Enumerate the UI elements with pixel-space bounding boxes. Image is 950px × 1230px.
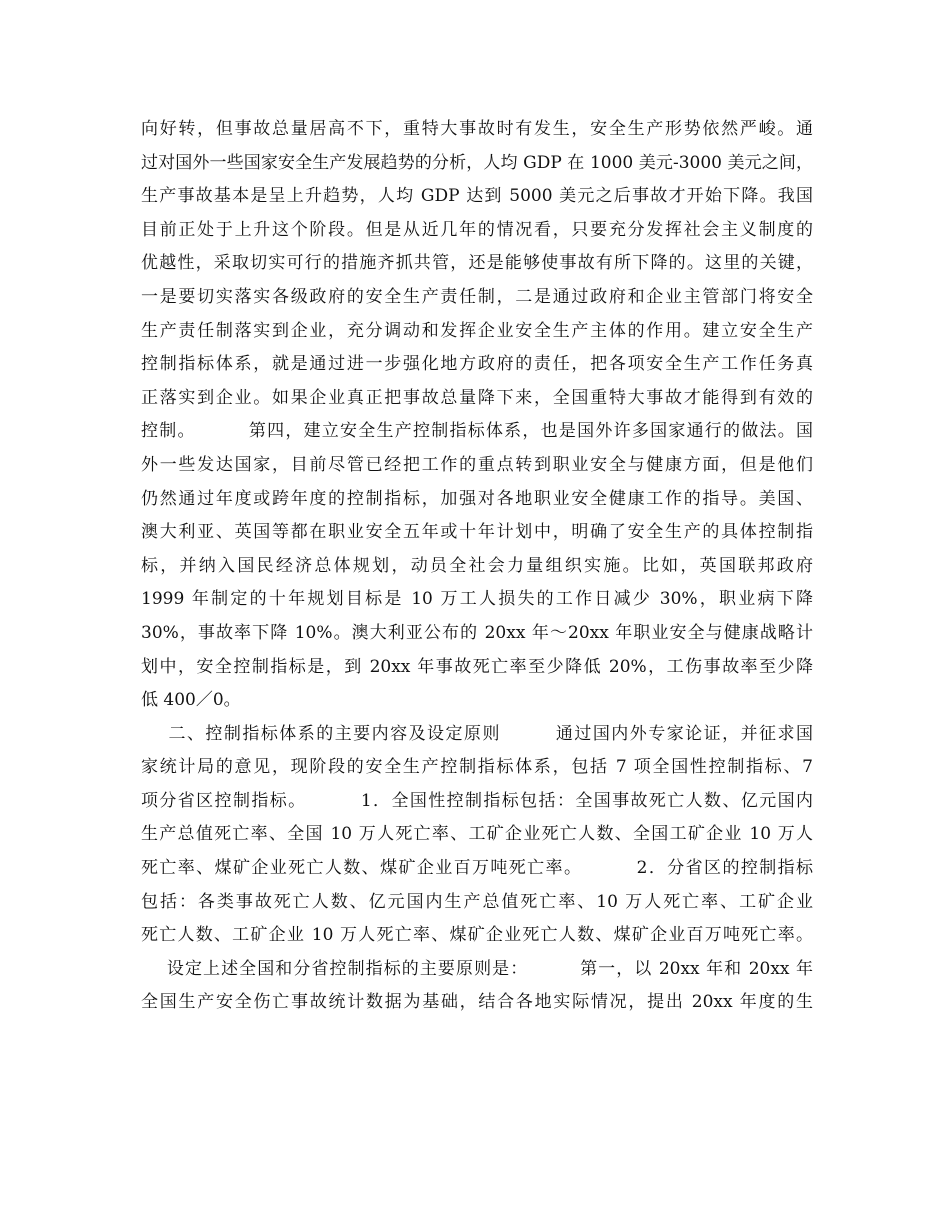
text-line: 优越性，采取切实可行的措施齐抓共管，还是能够使事故有所下降的。这里的关键， — [141, 253, 813, 274]
text-line: 全国生产安全伤亡事故统计数据为基础，结合各地实际情况，提出 20xx 年度的生 — [141, 992, 813, 1013]
text-line: 向好转，但事故总量居高不下，重特大事故时有发生，安全生产形势依然严峻。通 — [141, 119, 813, 139]
text-line: 标，并纳入国民经济总体规划，动员全社会力量组织实施。比如，英国联邦政府 — [141, 555, 813, 576]
text-line: 死亡率、煤矿企业死亡人数、煤矿企业百万吨死亡率。 2．分省区的控制指标 — [141, 858, 813, 879]
text-line: 30%，事故率下降 10%。澳大利亚公布的 20xx 年～20xx 年职业安全与健康战略计 — [141, 622, 813, 643]
text-line: 过对国外一些国家安全生产发展趋势的分析，人均 GDP 在 1000 美元-3000 美元之间， — [141, 152, 813, 173]
text-line: 正落实到企业。如果企业真正把事故总量降下来，全国重特大事故才能得到有效的 — [141, 387, 813, 408]
text-line: 生产责任制落实到企业，充分调动和发挥企业安全生产主体的作用。建立安全生产 — [141, 320, 813, 341]
text-line: 控制指标体系，就是通过进一步强化地方政府的责任，把各项安全生产工作任务真 — [141, 354, 813, 375]
text-line: 二、控制指标体系的主要内容及设定原则 通过国内外专家论证，并征求国 — [141, 723, 813, 744]
text-line: 划中，安全控制指标是，到 20xx 年事故死亡率至少降低 20%，工伤事故率至少降 — [141, 656, 813, 677]
text-line: 目前正处于上升这个阶段。但是从近几年的情况看，只要充分发挥社会主义制度的 — [141, 219, 813, 240]
text-line: 死亡人数、工矿企业 10 万人死亡率、煤矿企业死亡人数、煤矿企业百万吨死亡率。 — [141, 925, 813, 946]
text-line: 生产总值死亡率、全国 10 万人死亡率、工矿企业死亡人数、全国工矿企业 10 万人 — [141, 824, 813, 845]
text-line: 包括：各类事故死亡人数、亿元国内生产总值死亡率、10 万人死亡率、工矿企业 — [141, 891, 813, 912]
text-line: 项分省区控制指标。 1．全国性控制指标包括：全国事故死亡人数、亿元国内 — [141, 790, 813, 811]
text-line: 仍然通过年度或跨年度的控制指标，加强对各地职业安全健康工作的指导。美国、 — [141, 488, 813, 509]
text-line: 低 400／0。 — [141, 690, 241, 711]
text-line: 1999 年制定的十年规划目标是 10 万工人损失的工作日减少 30%，职业病下降 — [141, 589, 813, 610]
text-line: 外一些发达国家，目前尽管已经把工作的重点转到职业安全与健康方面，但是他们 — [141, 454, 813, 475]
document-body — [141, 113, 813, 1020]
text-line: 澳大利亚、英国等都在职业安全五年或十年计划中，明确了安全生产的具体控制指 — [141, 522, 813, 543]
text-line: 控制。 第四，建立安全生产控制指标体系，也是国外许多国家通行的做法。国 — [141, 421, 813, 442]
text-line: 家统计局的意见，现阶段的安全生产控制指标体系，包括 7 项全国性控制指标、7 — [141, 757, 813, 778]
text-line: 设定上述全国和分省控制指标的主要原则是： 第一，以 20xx 年和 20xx 年 — [141, 958, 813, 979]
text-line: 生产事故基本是呈上升趋势，人均 GDP 达到 5000 美元之后事故才开始下降。我国 — [141, 186, 813, 207]
text-line: 一是要切实落实各级政府的安全生产责任制，二是通过政府和企业主管部门将安全 — [141, 286, 813, 307]
